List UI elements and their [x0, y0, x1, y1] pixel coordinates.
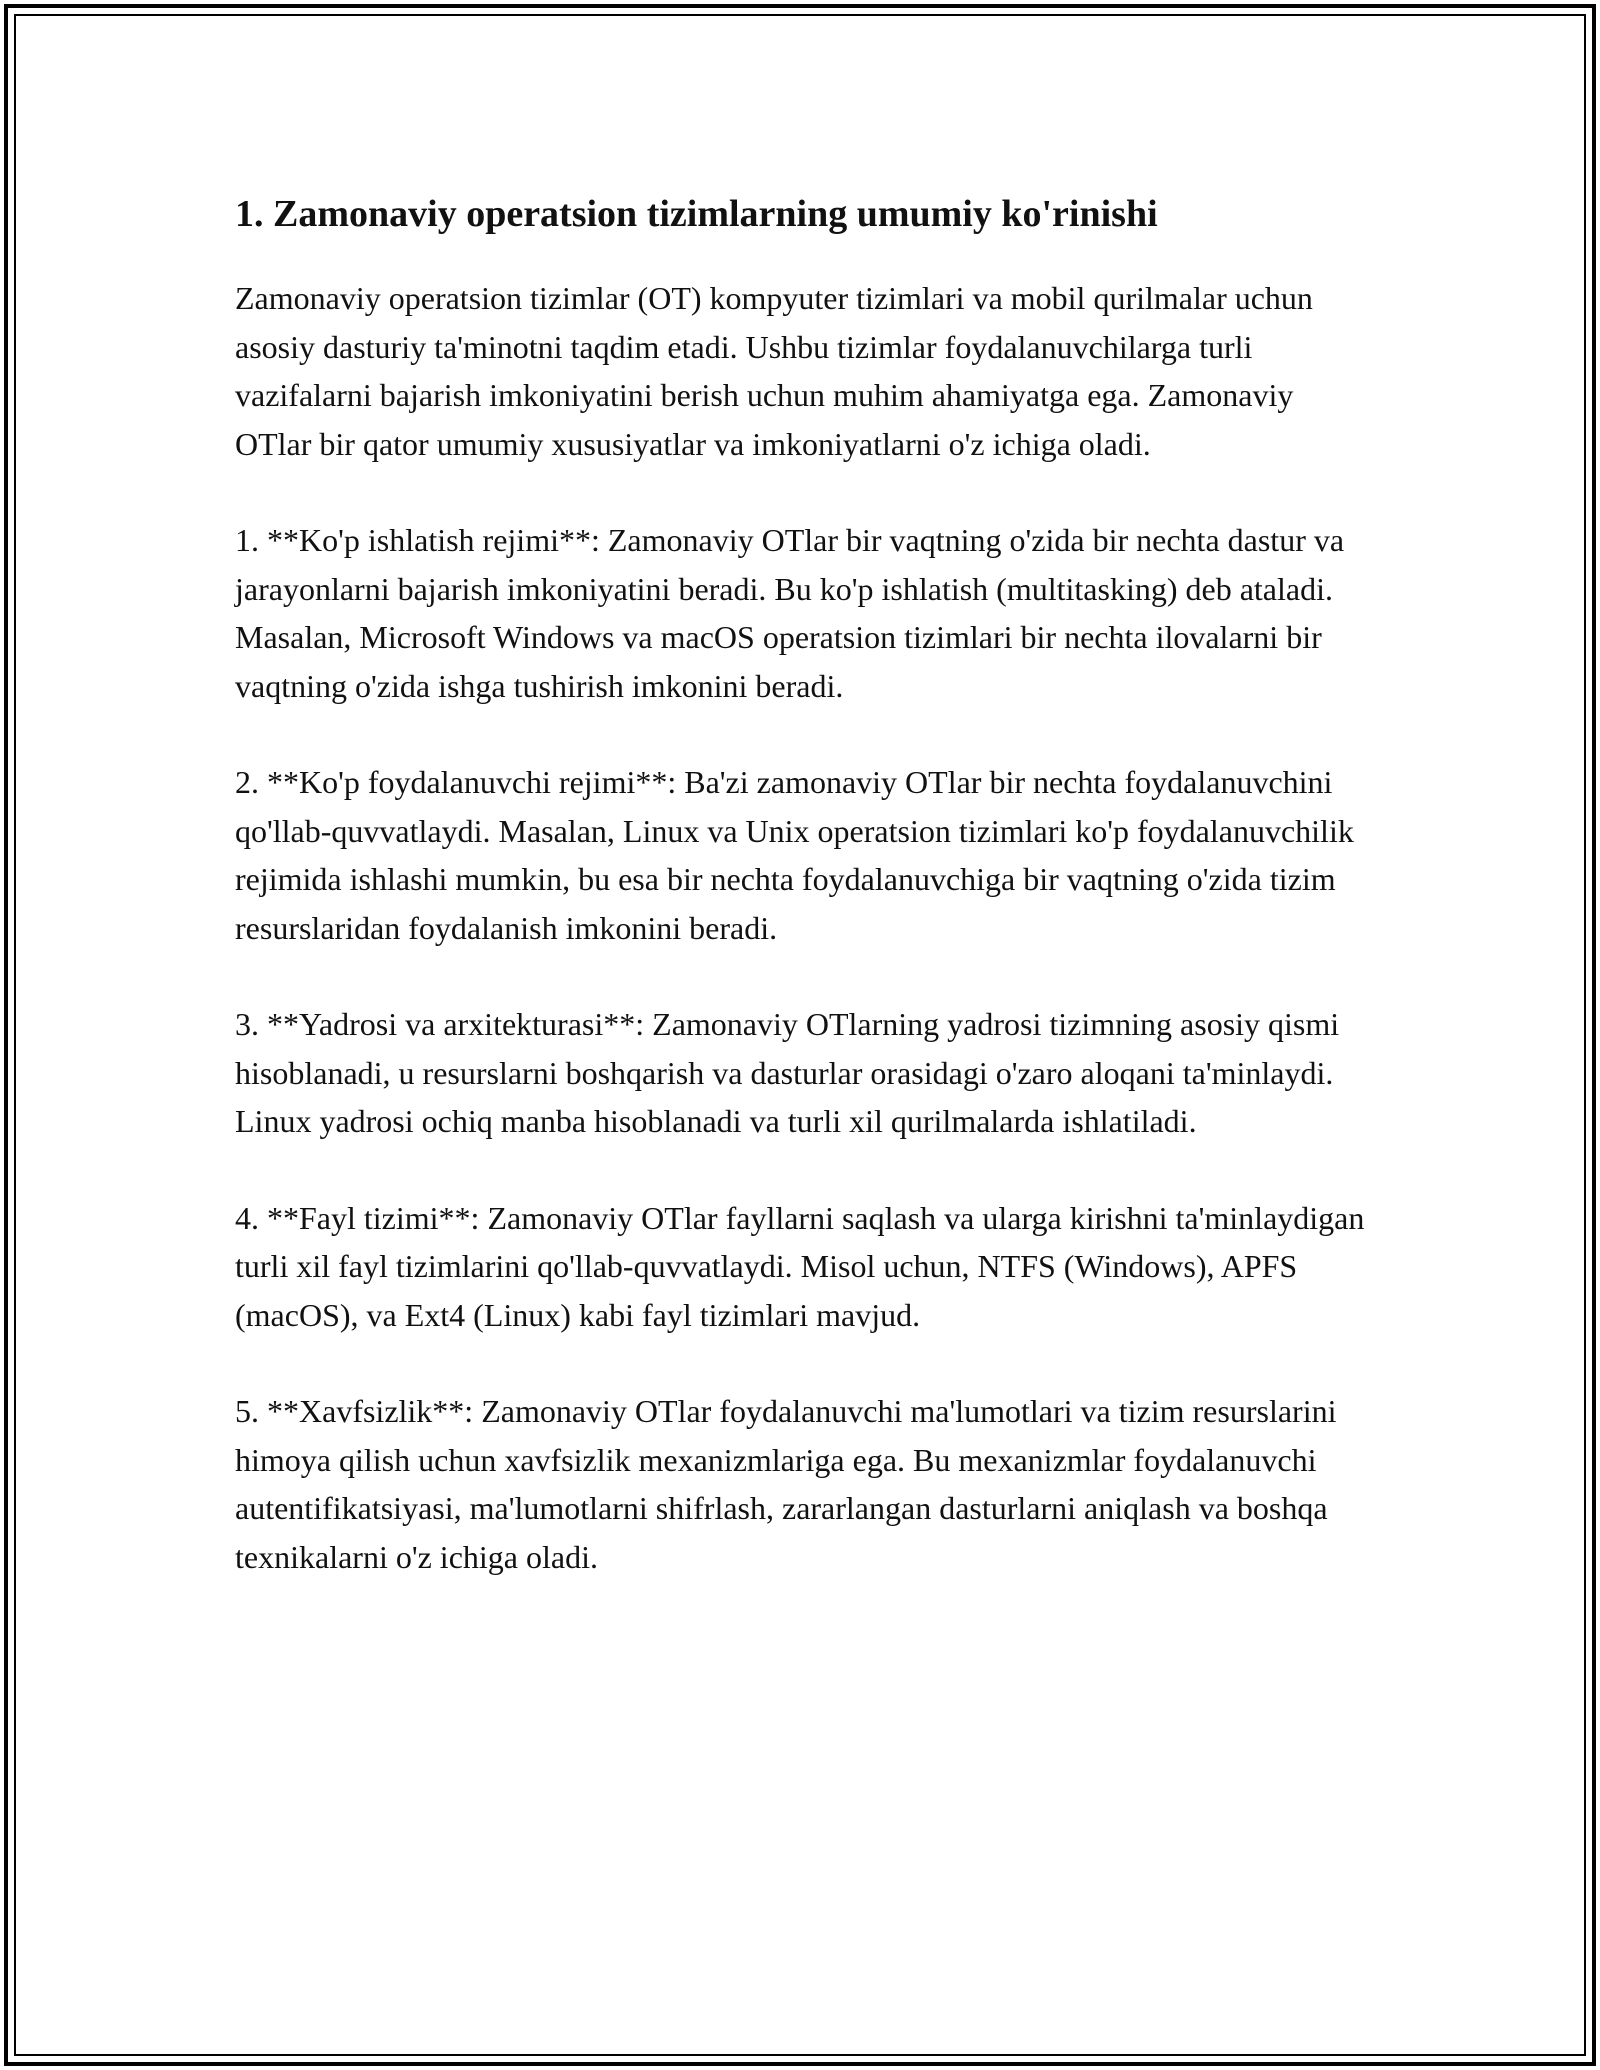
list-item-file-system: 4. **Fayl tizimi**: Zamonaviy OTlar fayllarni saqlash va ularga kirishni ta'minlaydigan turli xil fayl tizimlarini qo'llab-quvvatlaydi. Misol uchun, NTFS (Windows), APFS (macOS), va Ext4 (Linux) kabi fayl tizimlari mavjud.	[235, 1199, 1365, 1333]
section-heading: 1. Zamonaviy operatsion tizimlarning umumiy ko'rinishi	[235, 193, 1158, 235]
list-item-multiuser: 2. **Ko'p foydalanuvchi rejimi**: Ba'zi zamonaviy OTlar bir nechta foydalanuvchini qo'llab-quvvatlaydi. Masalan, Linux va Unix operatsion tizimlari ko'p foydalanuvchilik rejimida ishlashi mumkin, bu esa bir nechta foydalanuvchiga bir vaqtning o'zida tizim resurslaridan foydalanish imkonini beradi.	[235, 764, 1354, 946]
document-body	[235, 186, 1375, 1629]
intro-paragraph: Zamonaviy operatsion tizimlar (OT) kompyuter tizimlari va mobil qurilmalar uchun asosiy dasturiy ta'minotni taqdim etadi. Ushbu tizimlar foydalanuvchilarga turli vazifalarni bajarish imkoniyatini berish uchun muhim ahamiyatga ega. Zamonaviy OTlar bir qator umumiy xususiyatlar va imkoniyatlarni o'z ichiga oladi.	[235, 280, 1313, 462]
list-item-security: 5. **Xavfsizlik**: Zamonaviy OTlar foydalanuvchi ma'lumotlari va tizim resurslarini himoya qilish uchun xavfsizlik mexanizmlariga ega. Bu mexanizmlar foydalanuvchi autentifikatsiyasi, ma'lumotlarni shifrlash, zararlangan dasturlarni aniqlash va boshqa texnikalarni o'z ichiga oladi.	[235, 1393, 1337, 1575]
list-item-kernel: 3. **Yadrosi va arxitekturasi**: Zamonaviy OTlarning yadrosi tizimning asosiy qismi hisoblanadi, u resurslarni boshqarish va dasturlar orasidagi o'zaro aloqani ta'minlaydi. Linux yadrosi ochiq manba hisoblanadi va turli xil qurilmalarda ishlatiladi.	[235, 1006, 1340, 1139]
list-item-multitasking: 1. **Ko'p ishlatish rejimi**: Zamonaviy OTlar bir vaqtning o'zida bir nechta dastur va jarayonlarni bajarish imkoniyatini beradi. Bu ko'p ishlatish (multitasking) deb ataladi. Masalan, Microsoft Windows va macOS operatsion tizimlari bir nechta ilovalarni bir vaqtning o'zida ishga tushirish imkonini beradi.	[235, 522, 1345, 704]
